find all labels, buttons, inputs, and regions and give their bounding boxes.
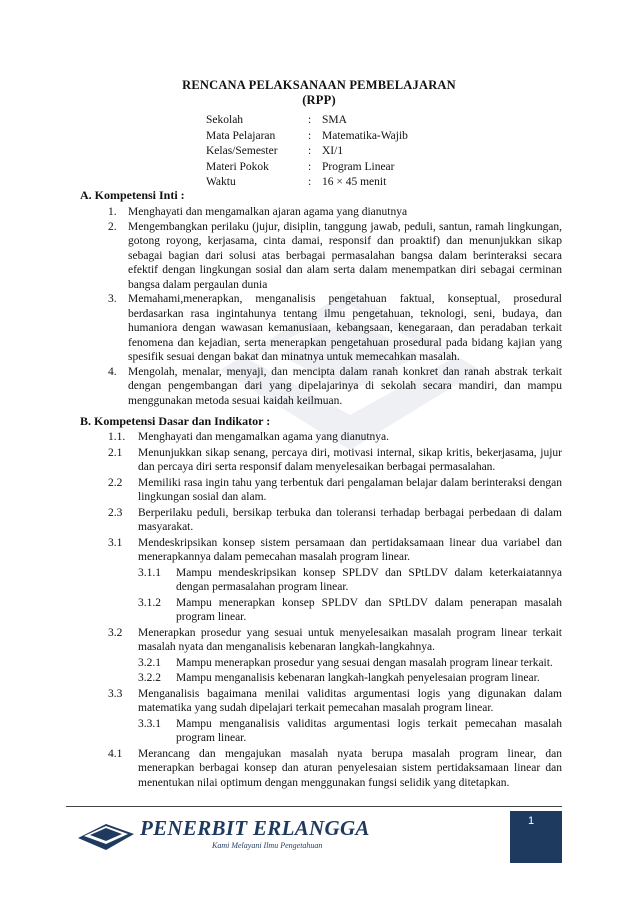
item-number: 3.1.1 bbox=[138, 566, 161, 579]
item-text: Menghayati dan mengamalkan ajaran agama yang dianutnya bbox=[128, 206, 408, 218]
info-table bbox=[206, 113, 408, 191]
publisher-logo bbox=[76, 814, 370, 854]
info-value: SMA bbox=[322, 114, 347, 126]
item-text: Merancang dan mengajukan masalah nyata berupa masalah program linear, dan menerapkan berbagai konsep dan aturan penyelesaian sistem pertidaksamaan linear dan menentukan nilai optimum dengan menggunakan fungsi selidik yang ditetapkan. bbox=[138, 747, 562, 789]
list-item bbox=[108, 292, 562, 365]
info-value: XI/1 bbox=[322, 145, 344, 157]
item-text: Memahami,menerapkan, menganalisis pengetahuan faktual, konseptual, prosedural berdasarkan rasa ingintahunya tentang ilmu pengetahuan, teknologi, seni, budaya, dan humaniora dengan wawasan kemanusiaan, kebangsaan, kenegaraan, dan peradaban terkait fenomena dan kejadian, serta menerapkan pengetahuan prosedural pada bidang kajian yang spesifik sesuai dengan bakat dan minatnya untuk memecahkan masalah. bbox=[128, 293, 562, 363]
page-number: 1 bbox=[528, 815, 535, 827]
publisher-name: PENERBIT ERLANGGA bbox=[140, 816, 370, 840]
info-value: 16 × 45 menit bbox=[322, 176, 387, 188]
publisher-tagline: Kami Melayani Ilmu Pengetahuan bbox=[212, 841, 323, 850]
list-item bbox=[108, 626, 562, 655]
list-subitem bbox=[108, 717, 562, 746]
list-item bbox=[108, 506, 562, 535]
item-text: Menerapkan prosedur yang sesuai untuk menyelesaikan masalah program linear terkait masalah nyata dan menganalisis kebenaran langkah-langkahnya. bbox=[138, 626, 562, 653]
info-row: Waktu : 16 × 45 menit bbox=[206, 175, 408, 191]
info-label: Sekolah bbox=[206, 114, 244, 126]
page-number-box bbox=[510, 811, 562, 863]
info-label: Waktu bbox=[206, 176, 236, 188]
list-item bbox=[108, 687, 562, 716]
item-number: 3.1.2 bbox=[138, 596, 161, 609]
item-text: Memiliki rasa ingin tahu yang terbentuk dari pengalaman belajar dalam berinteraksi dengan lingkungan sosial dan alam. bbox=[138, 476, 562, 503]
item-number: 1.1. bbox=[108, 431, 126, 443]
item-text: Menunjukkan sikap senang, percaya diri, motivasi internal, sikap kritis, bekerjasama, jujur dan percaya diri serta responsif dalam menyelesaikan berbagai permasalahan. bbox=[138, 446, 562, 473]
kompetensi-dasar-list bbox=[108, 430, 562, 791]
item-number: 2. bbox=[108, 220, 117, 233]
info-row: Mata Pelajaran : Matematika-Wajib bbox=[206, 129, 408, 145]
info-row: Sekolah : SMA bbox=[206, 113, 408, 129]
item-number: 3. bbox=[108, 293, 117, 305]
footer-divider bbox=[66, 806, 562, 807]
item-number: 3.3.1 bbox=[138, 717, 161, 730]
list-item bbox=[108, 205, 562, 220]
item-text: Berperilaku peduli, bersikap terbuka dan toleransi terhadap berbagai perbedaan di dalam masyarakat. bbox=[138, 506, 562, 533]
info-row: Kelas/Semester : XI/1 bbox=[206, 144, 408, 160]
info-label: Kelas/Semester bbox=[206, 145, 278, 157]
item-number: 1. bbox=[108, 206, 117, 218]
list-subitem bbox=[108, 671, 562, 686]
info-label: Mata Pelajaran bbox=[206, 129, 276, 142]
list-item bbox=[108, 365, 562, 409]
item-number: 3.2.2 bbox=[138, 672, 161, 684]
item-number: 3.2.1 bbox=[138, 656, 161, 669]
section-heading-kd: B. Kompetensi Dasar dan Indikator : bbox=[80, 414, 271, 428]
book-stack-icon bbox=[76, 816, 136, 852]
item-text: Mampu menerapkan prosedur yang sesuai dengan masalah program linear terkait. bbox=[176, 656, 553, 669]
kompetensi-inti-list bbox=[108, 205, 562, 408]
item-text: Mengembangkan perilaku (jujur, disiplin, tanggung jawab, peduli, santun, ramah lingkungan, gotong royong, kerjasama, cinta damai, responsif dan proaktif) dan menunjukkan sikap sebagai bagian dari solusi atas berbagai permasalahan bangsa dalam berinteraksi secara efektif dengan lingkungan sosial dan alam serta dalam menempatkan diri sebagai cerminan bangsa dalam pergaulan dunia bbox=[128, 220, 562, 291]
item-text: Mendeskripsikan konsep sistem persamaan dan pertidaksamaan linear dua variabel dan menerapkannya dalam pemecahan masalah program linear. bbox=[138, 536, 562, 563]
item-number: 2.2 bbox=[108, 476, 123, 489]
list-item bbox=[108, 536, 562, 565]
item-text: Mampu menganalisis validitas argumentasi logis terkait pemecahan masalah program linear. bbox=[176, 717, 562, 744]
document-subtitle: (RPP) bbox=[302, 93, 336, 107]
info-row: Materi Pokok : Program Linear bbox=[206, 160, 408, 176]
item-number: 3.1 bbox=[108, 536, 123, 549]
item-text: Mengolah, menalar, menyaji, dan mencipta dalam ranah konkret dan ranah abstrak terkait dengan pengembangan dari yang dipelajarinya di sekolah secara mandiri, dan mampu menggunakan metoda sesuai kaidah keilmuan. bbox=[128, 365, 562, 407]
info-value: Matematika-Wajib bbox=[322, 129, 408, 142]
section-heading-ki: A. Kompetensi Inti : bbox=[80, 188, 185, 202]
item-number: 2.1 bbox=[108, 446, 123, 459]
list-subitem bbox=[108, 656, 562, 671]
item-number: 4. bbox=[108, 365, 117, 378]
item-text: Menganalisis bagaimana menilai validitas argumentasi logis yang digunakan dalam matematika yang sudah dipelajari terkait pemecahan masalah program linear. bbox=[138, 687, 562, 714]
list-item bbox=[108, 446, 562, 475]
list-item bbox=[108, 747, 562, 791]
item-text: Menghayati dan mengamalkan agama yang dianutnya. bbox=[138, 431, 389, 443]
item-number: 3.3 bbox=[108, 687, 123, 700]
list-subitem bbox=[108, 566, 562, 595]
list-item bbox=[108, 476, 562, 505]
info-label: Materi Pokok bbox=[206, 160, 269, 173]
item-text: Mampu menganalisis kebenaran langkah-langkah penyelesaian program linear. bbox=[176, 672, 540, 684]
info-value: Program Linear bbox=[322, 160, 395, 173]
item-number: 3.2 bbox=[108, 626, 123, 639]
list-item bbox=[108, 430, 562, 445]
item-text: Mampu menerapkan konsep SPLDV dan SPtLDV dalam penerapan masalah program linear. bbox=[176, 596, 562, 623]
document-title: RENCANA PELAKSANAAN PEMBELAJARAN bbox=[182, 78, 456, 92]
item-text: Mampu mendeskripsikan konsep SPLDV dan SPtLDV dalam keterkaiatannya dengan permasalahan program linear. bbox=[176, 566, 562, 593]
list-item bbox=[108, 220, 562, 293]
item-number: 2.3 bbox=[108, 506, 123, 519]
item-number: 4.1 bbox=[108, 747, 123, 760]
list-subitem bbox=[108, 596, 562, 625]
